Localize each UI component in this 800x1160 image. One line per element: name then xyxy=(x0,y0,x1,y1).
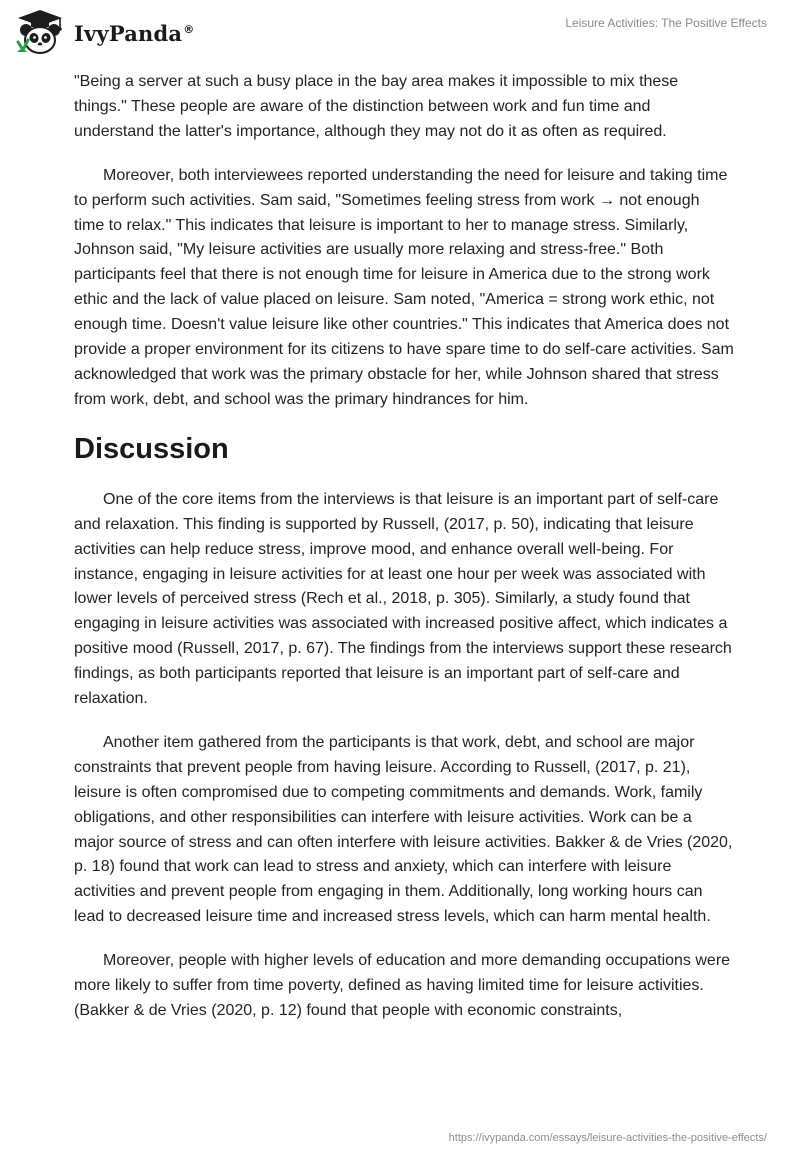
paragraph: Moreover, people with higher levels of education and more demanding occupations were more likely to suffer from time poverty, defined as having limited time for leisure activities. (Bakker & de Vries (2020, p. 12) found that people with economic constraints, xyxy=(74,952,731,1019)
brand-name: IvyPanda® xyxy=(74,20,195,46)
section-heading: Discussion xyxy=(74,432,229,465)
panda-mascot-icon xyxy=(14,8,66,58)
paragraph: "Being a server at such a busy place in the bay area makes it impossible to mix these things." These people are aware of the distinction between work and fun time and understand the latter's importance, although they may not do it as often as required. xyxy=(74,73,679,140)
source-url[interactable]: https://ivypanda.com/essays/leisure-activities-the-positive-effects/ xyxy=(448,1132,767,1144)
document-title: Leisure Activities: The Positive Effects xyxy=(565,16,767,30)
essay-body xyxy=(74,70,734,1043)
registered-mark: ® xyxy=(183,22,195,36)
paragraph: One of the core items from the interviews is that leisure is an important part of self-care and relaxation. This finding is supported by Russell, (2017, p. 50), indicating that leisure activities can help reduce stress, improve mood, and enhance overall well-being. For instance, engaging in leisure activities for at least one hour per week was associated with lower levels of perceived stress (Rech et al., 2018, p. 305). Similarly, a study found that engaging in leisure activities was associated with increased positive affect, which indicates a positive mood (Russell, 2017, p. 67). The findings from the interviews support these research findings, as both participants reported that leisure is an important part of self-care and relaxation. xyxy=(74,490,732,708)
brand-logo[interactable] xyxy=(14,8,194,58)
paragraph: Another item gathered from the participants is that work, debt, and school are major constraints that prevent people from having leisure. According to Russell, (2017, p. 21), leisure is often compromised due to competing commitments and demands. Work, family obligations, and other responsibilities can interfere with leisure activities. Work can be a major source of stress and can often interfere with leisure activities. Bakker & de Vries (2020, p. 18) found that work can lead to stress and anxiety, which can interfere with leisure activities and prevent people from engaging in them. Additionally, long working hours can lead to decreased leisure time and increased stress levels, which can harm mental health. xyxy=(74,733,733,926)
paragraph: Moreover, both interviewees reported understanding the need for leisure and taking time to perform such activities. Sam said, "Sometimes feeling stress from work → not enough time to relax." This indicates that leisure is important to her to manage stress. Similarly, Johnson said, "My leisure activities are usually more relaxing and stress-free." Both participants feel that there is not enough time for leisure in America due to the strong work ethic and the lack of value placed on leisure. Sam noted, "America = strong work ethic, not enough time. Doesn't value leisure like other countries." This indicates that America does not provide a proper environment for its citizens to have spare time to do self-care activities. Sam acknowledged that work was the primary obstacle for her, while Johnson shared that stress from work, debt, and school was the primary hindrances for him. xyxy=(74,166,734,408)
page-header xyxy=(0,0,800,66)
